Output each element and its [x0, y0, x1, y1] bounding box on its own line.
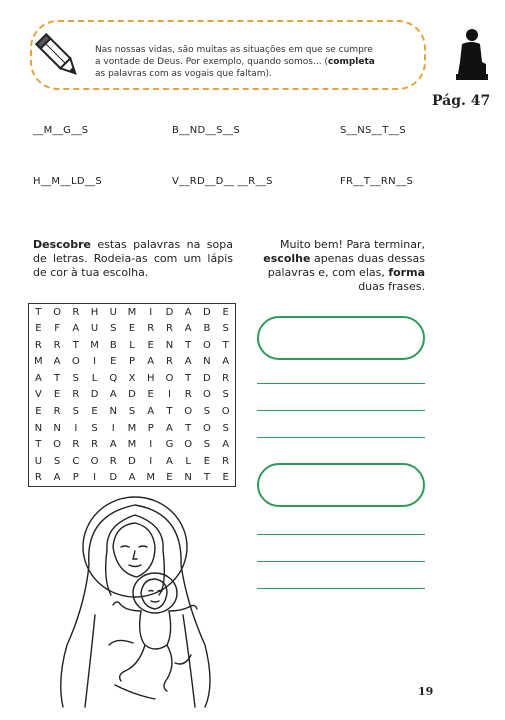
grid-letter[interactable]: S — [222, 389, 229, 401]
grid-letter[interactable]: M — [90, 339, 99, 351]
grid-letter[interactable]: S — [203, 406, 211, 418]
grid-letter[interactable]: R — [72, 306, 80, 318]
grid-letter[interactable]: U — [109, 306, 117, 318]
grid-letter[interactable]: A — [128, 472, 136, 484]
grid-letter[interactable]: S — [222, 323, 229, 335]
grid-letter[interactable]: R — [34, 472, 42, 484]
grid-letter[interactable]: A — [147, 356, 155, 368]
grid-letter[interactable]: R — [184, 389, 192, 401]
grid-letter[interactable]: O — [90, 455, 99, 467]
grid-letter[interactable]: U — [90, 323, 99, 335]
page-number: 19 — [418, 685, 434, 698]
grid-letter[interactable]: A — [222, 356, 230, 368]
grid-letter[interactable]: R — [72, 439, 80, 451]
grid-letter[interactable]: D — [203, 372, 211, 384]
kneeling-person-icon — [452, 28, 490, 84]
grid-letter[interactable]: P — [147, 422, 154, 434]
grid-letter[interactable]: T — [166, 406, 173, 418]
banner-bold-word: completa — [327, 57, 375, 67]
grid-letter[interactable]: E — [128, 323, 136, 335]
answer-line-4[interactable] — [257, 534, 425, 535]
grid-letter[interactable]: I — [74, 422, 78, 434]
grid-letter[interactable]: T — [203, 472, 210, 484]
grid-letter[interactable]: N — [34, 422, 43, 434]
grid-letter[interactable]: S — [72, 372, 79, 384]
grid-letter[interactable]: I — [149, 306, 153, 318]
grid-letter[interactable]: B — [109, 339, 117, 351]
grid-letter[interactable]: A — [184, 306, 192, 318]
grid-letter[interactable]: E — [222, 306, 229, 318]
grid-letter[interactable]: L — [129, 339, 135, 351]
grid-letter[interactable]: R — [53, 406, 61, 418]
grid-letter[interactable]: T — [185, 339, 192, 351]
sentence-box-1[interactable] — [257, 316, 425, 360]
madonna-and-child-illustration — [55, 495, 215, 710]
banner-line-3: as palavras com as vogais que faltam). — [95, 69, 272, 79]
grid-letter[interactable]: O — [202, 389, 211, 401]
grid-letter[interactable]: S — [128, 406, 136, 418]
grid-letter[interactable]: A — [222, 439, 230, 451]
sentence-box-2[interactable] — [257, 463, 425, 507]
grid-letter[interactable]: H — [146, 372, 155, 384]
grid-letter[interactable]: E — [35, 406, 42, 418]
grid-letter[interactable]: N — [53, 422, 61, 434]
grid-letter[interactable]: N — [203, 356, 211, 368]
grid-letter[interactable]: D — [128, 455, 136, 467]
grid-letter[interactable]: M — [146, 472, 156, 484]
word-blank-4: H__M__LD__S — [33, 176, 103, 187]
word-blank-1: __M__G__S — [33, 125, 89, 136]
grid-letter[interactable]: R — [91, 439, 99, 451]
grid-letter[interactable]: Q — [109, 372, 118, 384]
grid-letter[interactable]: A — [109, 389, 117, 401]
grid-letter[interactable]: N — [184, 472, 192, 484]
word-search-instruction: Descobre estas palavras na sopa de letras. Rodeia-as com um lápis de cor à tua escolha. — [33, 238, 233, 279]
grid-letter[interactable]: M — [127, 306, 137, 318]
banner-line-2: a vontade de Deus. Por exemplo, quando somos... (completa — [95, 57, 375, 67]
grid-letter[interactable]: D — [203, 306, 211, 318]
grid-letter[interactable]: M — [127, 422, 137, 434]
grid-letter[interactable]: T — [54, 372, 61, 384]
grid-letter[interactable]: T — [222, 339, 229, 351]
answer-line-6[interactable] — [257, 588, 425, 589]
grid-letter[interactable]: A — [166, 455, 173, 467]
grid-letter[interactable]: O — [53, 306, 62, 318]
grid-letter[interactable]: R — [72, 389, 80, 401]
word-blank-5: V__RD__D__ __R__S — [172, 176, 273, 187]
grid-letter[interactable]: C — [72, 455, 80, 467]
grid-letter[interactable]: R — [109, 455, 117, 467]
banner-text — [95, 44, 420, 80]
word-search-grid — [28, 303, 236, 487]
grid-letter[interactable]: O — [184, 439, 193, 451]
grid-letter[interactable]: T — [185, 422, 192, 434]
grid-letter[interactable]: R — [222, 455, 230, 467]
grid-letter[interactable]: I — [167, 389, 171, 401]
grid-letter[interactable]: S — [91, 422, 98, 434]
answer-line-2[interactable] — [257, 410, 425, 411]
grid-letter[interactable]: H — [90, 306, 99, 318]
grid-letter[interactable]: U — [34, 455, 43, 467]
grid-letter[interactable]: E — [147, 389, 154, 401]
grid-letter[interactable]: I — [93, 472, 97, 484]
grid-letter[interactable]: L — [91, 372, 98, 384]
grid-letter[interactable]: L — [185, 455, 191, 467]
grid-letter[interactable]: R — [34, 339, 42, 351]
grid-letter[interactable]: E — [147, 339, 154, 351]
grid-letter[interactable]: O — [53, 439, 62, 451]
grid-letter[interactable]: A — [147, 406, 155, 418]
grid-letter[interactable]: T — [35, 306, 42, 318]
grid-letter[interactable]: E — [53, 389, 61, 401]
grid-letter[interactable]: R — [222, 372, 230, 384]
grid-letter[interactable]: F — [54, 323, 60, 335]
grid-letter[interactable]: N — [109, 406, 117, 418]
word-blank-2: B__ND__S__S — [172, 125, 241, 136]
grid-letter[interactable]: A — [184, 323, 192, 335]
grid-letter[interactable]: T — [35, 439, 42, 451]
answer-line-3[interactable] — [257, 437, 425, 438]
grid-letter[interactable]: I — [93, 356, 97, 368]
grid-letter[interactable]: E — [110, 356, 117, 368]
grid-letter[interactable]: E — [35, 323, 42, 335]
grid-letter[interactable]: R — [53, 339, 61, 351]
grid-letter[interactable]: R — [147, 323, 155, 335]
grid-letter[interactable]: S — [53, 455, 61, 467]
grid-letter[interactable]: A — [34, 372, 42, 384]
grid-letter[interactable]: A — [166, 422, 173, 434]
grid-letter[interactable]: I — [111, 422, 115, 434]
grid-letter[interactable]: A — [72, 323, 80, 335]
grid-letter[interactable]: P — [72, 472, 79, 484]
grid-letter[interactable]: O — [71, 356, 80, 368]
grid-letter[interactable]: A — [109, 439, 117, 451]
grid-letter[interactable]: I — [149, 455, 153, 467]
grid-letter[interactable]: A — [184, 356, 192, 368]
grid-letter[interactable]: E — [166, 472, 173, 484]
grid-letter[interactable]: M — [34, 356, 43, 368]
grid-letter[interactable]: E — [203, 455, 211, 467]
grid-letter[interactable]: V — [34, 389, 42, 401]
grid-letter[interactable]: N — [165, 339, 174, 351]
grid-letter[interactable]: D — [90, 389, 99, 401]
answer-line-5[interactable] — [257, 561, 425, 562]
grid-letter[interactable]: O — [202, 339, 211, 351]
grid-letter[interactable]: S — [203, 439, 211, 451]
banner-line-1: Nas nossas vidas, são muitas as situações em que se cumpre — [95, 45, 373, 55]
grid-letter[interactable]: D — [109, 472, 118, 484]
grid-letter[interactable]: O — [221, 406, 230, 418]
grid-letter[interactable]: R — [165, 356, 173, 368]
page-reference: Pág. 47 — [432, 93, 491, 109]
grid-letter[interactable]: S — [110, 323, 117, 335]
grid-letter[interactable]: G — [165, 439, 174, 451]
grid-letter[interactable]: A — [53, 356, 61, 368]
grid-letter[interactable]: E — [91, 406, 98, 418]
word-blank-3: S__NS__T__S — [340, 125, 406, 136]
grid-letter[interactable]: D — [165, 306, 174, 318]
grid-letter[interactable]: R — [165, 323, 173, 335]
grid-letter[interactable]: T — [185, 372, 192, 384]
answer-line-1[interactable] — [257, 383, 425, 384]
grid-letter[interactable]: B — [203, 323, 211, 335]
word-blank-6: FR__T__RN__S — [340, 176, 414, 187]
sentence-instruction: Muito bem! Para terminar, escolhe apenas duas dessas palavras e, com elas, forma duas frases. — [263, 238, 425, 293]
grid-letter[interactable]: E — [222, 472, 229, 484]
grid-letter[interactable]: X — [128, 372, 136, 384]
grid-letter[interactable]: S — [222, 422, 229, 434]
grid-letter[interactable]: O — [165, 372, 174, 384]
grid-letter[interactable]: D — [128, 389, 136, 401]
grid-letter[interactable]: M — [127, 439, 137, 451]
grid-letter[interactable]: I — [149, 439, 153, 451]
grid-letter[interactable]: O — [202, 422, 211, 434]
pencil-icon — [34, 30, 84, 84]
grid-letter[interactable]: T — [72, 339, 79, 351]
grid-letter[interactable]: S — [72, 406, 79, 418]
grid-letter[interactable]: A — [53, 472, 61, 484]
grid-letter[interactable]: P — [128, 356, 135, 368]
grid-letter[interactable]: O — [184, 406, 193, 418]
